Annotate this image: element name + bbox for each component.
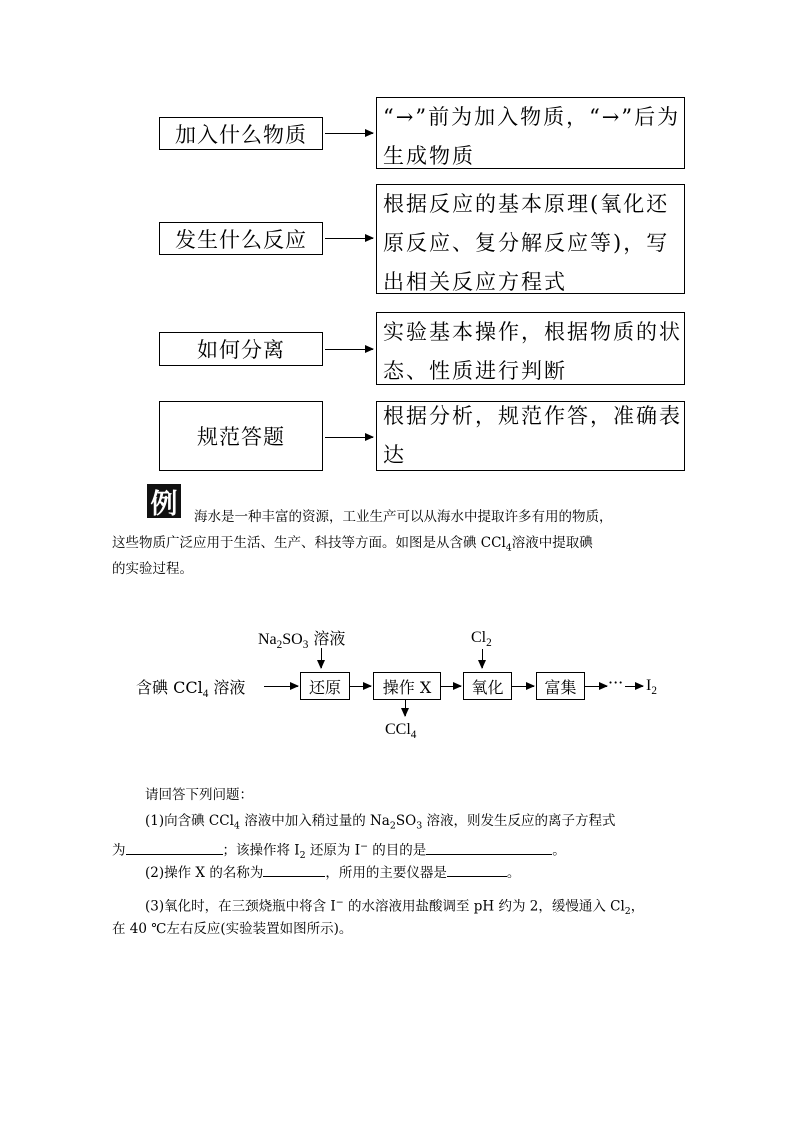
intro-text-end: 溶液中提取碘 <box>511 535 593 551</box>
start-text-end: 溶液 <box>208 678 246 697</box>
product-sub: 2 <box>651 685 657 698</box>
flow-label-text: 发生什么反应 <box>175 227 307 252</box>
q-sub: 4 <box>233 820 240 832</box>
product-text: I <box>646 677 652 694</box>
q-sub: 2 <box>624 906 631 918</box>
diagram-arrow-1 <box>264 686 298 687</box>
reagent-sub: 2 <box>276 639 283 652</box>
flow-arrow-4 <box>325 437 373 438</box>
diagram-box-enrich: 富集 <box>536 672 585 700</box>
reagent-text: Cl <box>471 629 487 646</box>
reagent-text-end: 溶液 <box>308 629 346 648</box>
flow-desc-3 <box>376 312 685 385</box>
flow-arrow-3 <box>325 349 373 350</box>
q-text: 的目的是 <box>367 842 427 859</box>
q-sup: − <box>335 897 344 908</box>
diagram-arrow-6 <box>625 686 643 687</box>
q-text: (3)氧化时，在三颈烧瓶中将含 I <box>145 898 336 915</box>
q-text: 。 <box>506 865 521 881</box>
byproduct-sub: 4 <box>410 729 417 742</box>
q-text: 。 <box>552 842 566 859</box>
flow-desc-text: 实验基本操作，根据物质的状态、性质进行判断 <box>383 320 682 383</box>
diagram-box-reduce: 还原 <box>300 672 350 700</box>
q-text: 为 <box>112 842 126 859</box>
flow-desc-2 <box>376 184 685 294</box>
flow-desc-text: “→”前为加入物质，“→”后为生成物质 <box>383 105 681 168</box>
flow-label-4 <box>159 401 323 471</box>
diagram-arrow-4 <box>512 686 534 687</box>
diagram-arrow-5 <box>585 686 607 687</box>
q-text: ，所用的主要仪器是 <box>325 865 447 881</box>
flow-desc-4 <box>376 401 685 471</box>
q-sup: − <box>360 841 368 852</box>
diagram-arrow-down-2 <box>482 649 483 668</box>
q-text: (2)操作 X 的名称为 <box>145 865 264 881</box>
diagram-dots: ··· <box>608 673 624 692</box>
answer-blank-2[interactable] <box>426 839 552 855</box>
q-sub: 3 <box>416 820 423 832</box>
answer-blank-1[interactable] <box>126 839 223 855</box>
diagram-arrow-down-1 <box>321 648 322 668</box>
answer-blank-4[interactable] <box>447 861 507 877</box>
diagram-arrow-2 <box>350 686 371 687</box>
diagram-arrow-3 <box>441 686 461 687</box>
example-intro-line1: 海水是一种丰富的资源，工业生产可以从海水中提取许多有用的物质， <box>194 509 613 525</box>
q-sub: 2 <box>389 820 396 832</box>
reagent-text: Na <box>258 631 277 648</box>
flow-label-text: 加入什么物质 <box>175 122 307 147</box>
intro-text: 这些物质广泛应用于生活、生产、科技等方面。如图是从含碘 CCl <box>112 535 506 551</box>
answer-blank-3[interactable] <box>263 861 325 877</box>
intro-sub: 4 <box>505 542 512 554</box>
reagent-text: SO <box>282 631 303 648</box>
start-sub: 4 <box>202 688 209 701</box>
diagram-start-text <box>136 675 245 700</box>
diagram-byproduct-ccl4 <box>385 719 416 741</box>
byproduct-text: CCl <box>385 721 411 738</box>
flow-label-1 <box>159 117 323 150</box>
questions-prompt: 请回答下列问题： <box>145 787 253 803</box>
example-intro-line2 <box>112 530 712 562</box>
question-2 <box>145 860 705 886</box>
example-badge: 例 <box>147 484 181 518</box>
reagent-sub: 3 <box>302 639 309 652</box>
flow-desc-text: 根据反应的基本原理(氧化还原反应、复分解反应等)，写出相关反应方程式 <box>383 192 670 294</box>
flow-label-text: 如何分离 <box>197 338 285 362</box>
diagram-product-i2 <box>646 675 657 697</box>
q-text: 的水溶液用盐酸调至 pH 约为 2，缓慢通入 Cl <box>343 898 625 915</box>
reagent-sub: 2 <box>486 637 492 650</box>
flow-label-3 <box>159 332 323 366</box>
question-3-line2: 在 40 ℃左右反应(实验装置如图所示)。 <box>112 921 353 937</box>
q-text: ；该操作将 I <box>222 842 300 859</box>
example-intro-line3: 的实验过程。 <box>112 561 193 577</box>
diagram-reagent-na2so3 <box>258 626 345 651</box>
flow-desc-1 <box>376 97 685 169</box>
q-text: 还原为 I <box>305 842 361 859</box>
diagram-box-operation-x: 操作 X <box>373 672 441 700</box>
q-text: SO <box>395 813 417 829</box>
flow-label-2 <box>159 222 323 255</box>
flow-arrow-2 <box>325 238 373 239</box>
diagram-reagent-cl2 <box>471 627 492 649</box>
q-text: 溶液，则发生反应的离子方程式 <box>422 813 616 829</box>
flow-desc-text: 根据分析，规范作答，准确表达 <box>383 404 682 467</box>
diagram-arrow-down-3 <box>405 700 406 716</box>
q-text: 溶液中加入稍过量的 Na <box>239 813 390 829</box>
q-text: ， <box>630 898 645 915</box>
diagram-box-oxidize: 氧化 <box>463 672 512 700</box>
q-sub: 2 <box>299 850 306 862</box>
flow-arrow-1 <box>325 133 373 134</box>
start-text: 含碘 CCl <box>136 678 203 697</box>
q-text: (1)向含碘 CCl <box>145 813 234 829</box>
flow-label-text: 规范答题 <box>197 425 285 449</box>
